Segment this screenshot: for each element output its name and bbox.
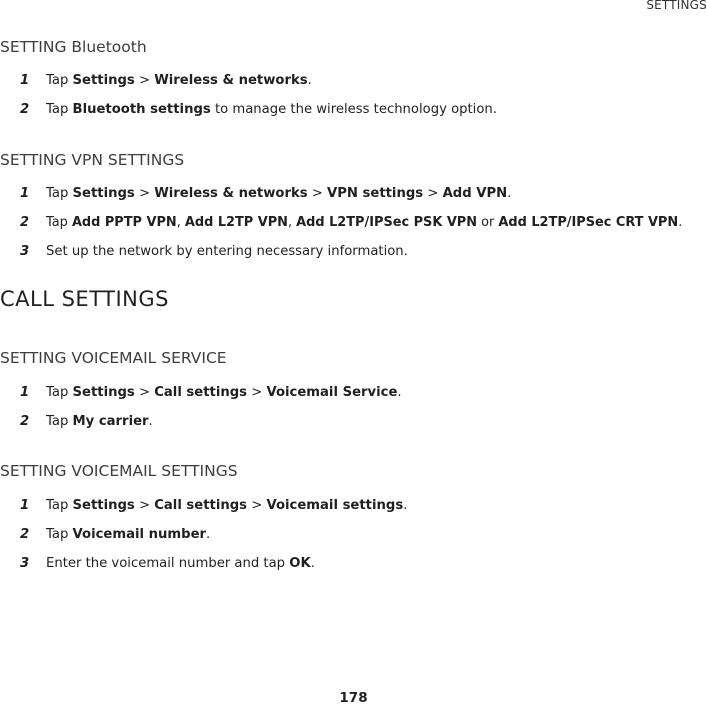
section-title-vpn: SETTING VPN SETTINGS	[0, 151, 185, 169]
section-title-voicemail-service: SETTING VOICEMAIL SERVICE	[0, 349, 227, 367]
step-bluetooth-2: 2 Tap Bluetooth settings to manage the wireless technology option.	[20, 102, 497, 117]
step-voicemail-settings-2: 2 Tap Voicemail number.	[20, 527, 211, 542]
step-number: 2	[20, 102, 30, 117]
section-title-bluetooth: SETTING Bluetooth	[0, 38, 147, 56]
step-vpn-1: 1 Tap Settings > Wireless & networks > VPN settings > Add VPN.	[20, 186, 512, 201]
step-number: 2	[20, 414, 30, 429]
step-number: 3	[20, 556, 30, 571]
step-voicemail-service-1: 1 Tap Settings > Call settings > Voicemail Service.	[20, 385, 402, 400]
step-number: 2	[20, 527, 30, 542]
step-number: 1	[20, 385, 30, 400]
section-title-voicemail-settings: SETTING VOICEMAIL SETTINGS	[0, 462, 238, 480]
step-vpn-2: 2 Tap Add PPTP VPN, Add L2TP VPN, Add L2TP/IPSec PSK VPN or Add L2TP/IPSec CRT VPN.	[20, 215, 683, 230]
page-number: 178	[339, 690, 368, 706]
step-bluetooth-1: 1 Tap Settings > Wireless & networks.	[20, 73, 312, 88]
step-number: 1	[20, 498, 30, 513]
step-number: 1	[20, 186, 30, 201]
running-header: SETTINGS	[646, 0, 707, 12]
step-voicemail-settings-1: 1 Tap Settings > Call settings > Voicemail settings.	[20, 498, 408, 513]
step-number: 1	[20, 73, 30, 88]
step-number: 3	[20, 244, 30, 259]
step-voicemail-settings-3: 3 Enter the voicemail number and tap OK.	[20, 556, 315, 571]
chapter-title-call-settings: CALL SETTINGS	[0, 287, 169, 311]
step-vpn-3: 3 Set up the network by entering necessary information.	[20, 244, 408, 259]
step-voicemail-service-2: 2 Tap My carrier.	[20, 414, 153, 429]
step-number: 2	[20, 215, 29, 230]
